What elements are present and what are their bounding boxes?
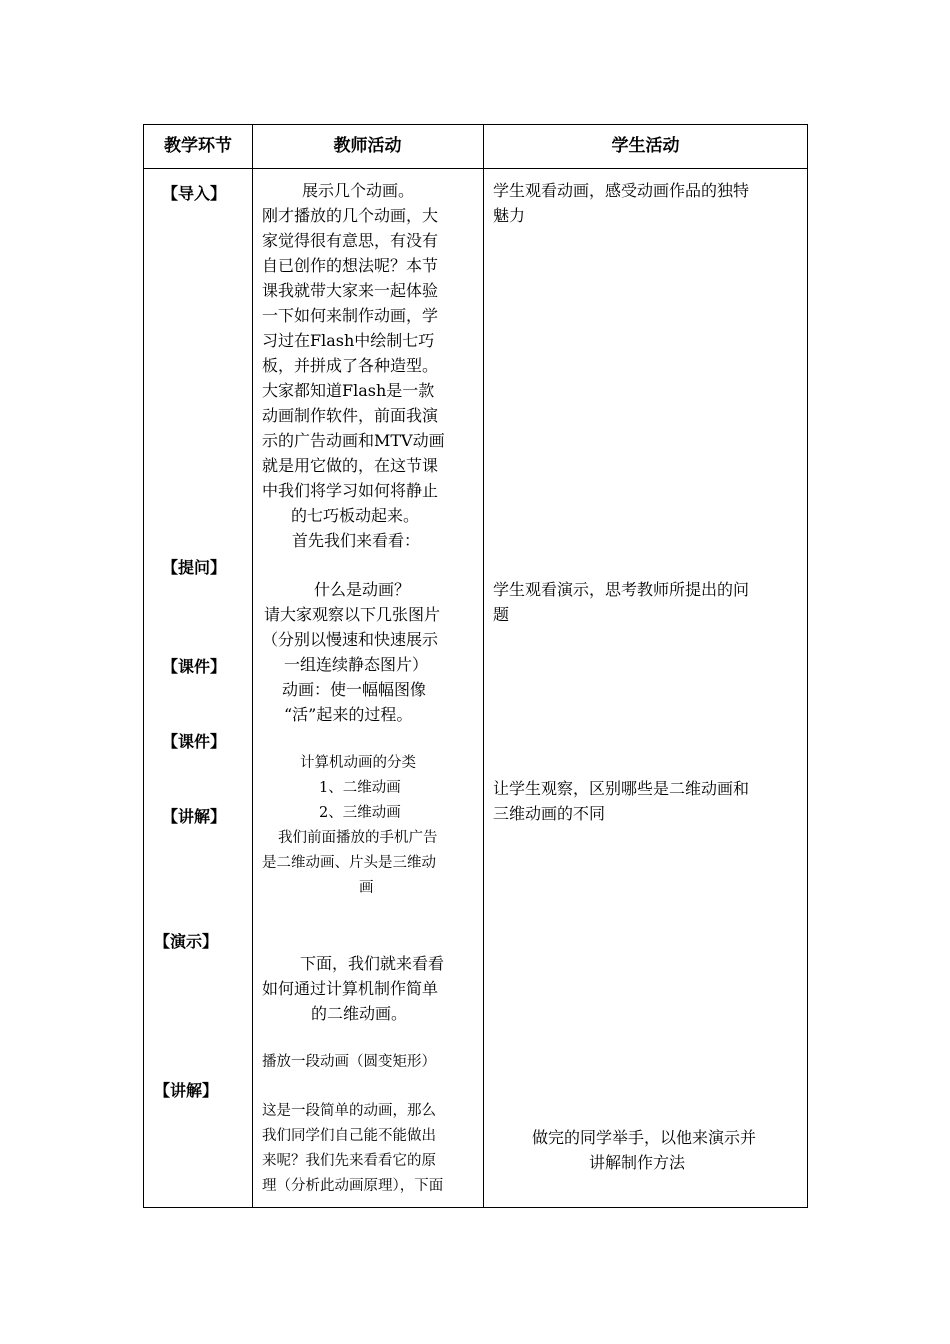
teacher-text: 课我就带大家来一起体验 — [262, 281, 439, 300]
teacher-text: 的七巧板动起来。 — [291, 506, 420, 525]
teacher-text: 展示几个动画。 — [302, 181, 415, 200]
teacher-text: 的二维动画。 — [311, 1004, 408, 1023]
stage-demo: 【演示】 — [154, 932, 219, 951]
teacher-text: 理（分析此动画原理），下面 — [262, 1178, 444, 1194]
column-divider — [483, 125, 484, 1207]
student-text: 三维动画的不同 — [493, 804, 606, 823]
teacher-text: 这是一段简单的动画，那么 — [262, 1103, 436, 1119]
teacher-text: 1、二维动画 — [319, 780, 401, 796]
teacher-text: 刚才播放的几个动画，大 — [262, 206, 439, 225]
teacher-text: 示的广告动画和MTV动画 — [262, 431, 445, 450]
student-text: 学生观看动画，感受动画作品的独特 — [493, 181, 750, 200]
teacher-text: 动画：使一幅幅图像 — [282, 680, 427, 699]
lesson-plan-table — [143, 124, 808, 1208]
student-text: 题 — [493, 605, 510, 624]
student-text: 魅力 — [493, 206, 526, 225]
teacher-text: 自已创作的想法呢？本节 — [262, 256, 439, 275]
header-teacher-activity: 教师活动 — [333, 136, 402, 156]
teacher-text: 播放一段动画（圆变矩形） — [262, 1054, 436, 1070]
teacher-text: 就是用它做的，在这节课 — [262, 456, 439, 475]
teacher-text: 我们同学们自己能不能做出 — [262, 1128, 436, 1144]
column-divider — [252, 125, 253, 1207]
header-student-activity: 学生活动 — [611, 136, 680, 156]
teacher-text: 一下如何来制作动画，学 — [262, 306, 439, 325]
teacher-text: 如何通过计算机制作简单 — [262, 979, 439, 998]
student-text: 让学生观察，区别哪些是二维动画和 — [493, 779, 750, 798]
teacher-text: 计算机动画的分类 — [300, 755, 416, 771]
teacher-text: 下面，我们就来看看 — [300, 954, 445, 973]
stage-question: 【提问】 — [162, 558, 227, 577]
teacher-text: 请大家观察以下几张图片 — [264, 605, 441, 624]
teacher-text: 2、三维动画 — [319, 805, 401, 821]
header-teaching-stage: 教学环节 — [164, 136, 232, 156]
teacher-text: 中我们将学习如何将静止 — [262, 481, 439, 500]
teacher-text: 什么是动画？ — [314, 580, 411, 599]
teacher-text: 大家都知道Flash是一款 — [262, 381, 435, 400]
teacher-text: 我们前面播放的手机广告 — [278, 830, 438, 846]
stage-intro: 【导入】 — [162, 184, 227, 203]
stage-courseware: 【课件】 — [162, 732, 227, 751]
teacher-text: 家觉得很有意思，有没有 — [262, 231, 439, 250]
teacher-text: 来呢？我们先来看看它的原 — [262, 1153, 436, 1169]
teacher-text: 首先我们来看看： — [292, 531, 421, 550]
teacher-text: 一组连续静态图片） — [284, 655, 429, 674]
teacher-text: 板，并拼成了各种造型。 — [262, 356, 439, 375]
teacher-text: （分别以慢速和快速展示 — [262, 630, 439, 649]
student-text: 做完的同学举手，以他来演示并 — [532, 1128, 757, 1147]
student-text: 学生观看演示，思考教师所提出的问 — [493, 580, 750, 599]
teacher-text: 动画制作软件，前面我演 — [262, 406, 439, 425]
stage-courseware: 【课件】 — [162, 657, 227, 676]
teacher-text: 画 — [359, 880, 374, 896]
stage-explain: 【讲解】 — [162, 807, 227, 826]
teacher-text: 是二维动画、片头是三维动 — [262, 855, 436, 871]
header-divider — [144, 168, 807, 169]
student-text: 讲解制作方法 — [589, 1153, 686, 1172]
teacher-text: “活”起来的过程。 — [284, 705, 413, 724]
teacher-text: 习过在Flash中绘制七巧 — [262, 331, 435, 350]
stage-explain: 【讲解】 — [154, 1081, 219, 1100]
